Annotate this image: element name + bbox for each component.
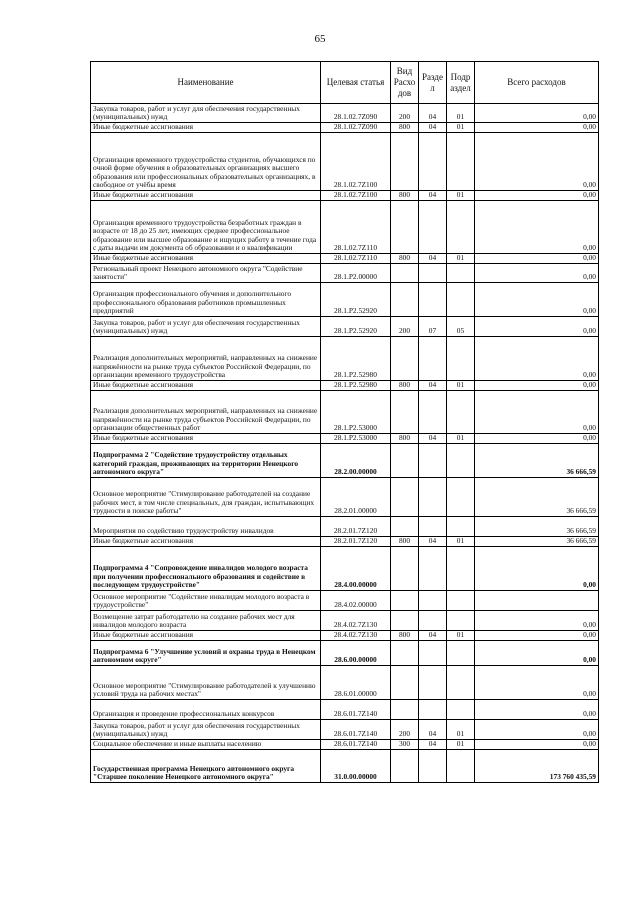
cell-vid: 800 [391,123,419,133]
table-row [91,123,599,133]
cell-name: Мероприятия по содействию трудоустройству инвалидов [91,517,321,537]
cell-vid: 200 [391,317,419,337]
cell-razdel [419,641,447,666]
cell-razdel [419,478,447,517]
cell-code: 28.2.01.00000 [321,478,391,517]
cell-name: Основное мероприятие "Содействие инвалидам молодого возраста в трудоустройстве" [91,591,321,611]
cell-name: Возмещение затрат работодателю на создание рабочих мест для инвалидов молодого возраста [91,611,321,631]
cell-podrazdel: 01 [447,104,475,123]
table-body [91,104,599,783]
cell-code: 28.6.01.00000 [321,666,391,700]
header-name: Наименование [91,62,321,104]
cell-code: 28.4.02.00000 [321,591,391,611]
header-total: Всего расходов [475,62,599,104]
table-row [91,591,599,611]
cell-vid [391,591,419,611]
cell-razdel [419,547,447,591]
cell-code: 28.1.P2.53000 [321,434,391,444]
cell-razdel [419,591,447,611]
cell-total: 0,00 [475,641,599,666]
cell-code: 28.1.P2.52920 [321,283,391,317]
cell-podrazdel: 01 [447,381,475,391]
cell-vid [391,133,419,191]
cell-podrazdel [447,391,475,434]
cell-podrazdel: 01 [447,434,475,444]
cell-code: 28.1.02.7Z110 [321,201,391,254]
cell-name: Иные бюджетные ассигнования [91,631,321,641]
table-row [91,337,599,381]
cell-total: 0,00 [475,434,599,444]
table-row [91,444,599,478]
cell-code: 28.1.02.7Z100 [321,133,391,191]
cell-razdel: 04 [419,123,447,133]
cell-razdel [419,611,447,631]
cell-vid: 800 [391,434,419,444]
cell-total: 0,00 [475,283,599,317]
cell-vid: 800 [391,631,419,641]
cell-razdel [419,337,447,381]
cell-total: 0,00 [475,317,599,337]
cell-podrazdel [447,750,475,783]
cell-razdel [419,133,447,191]
table-row [91,283,599,317]
cell-name: Иные бюджетные ассигнования [91,381,321,391]
table-row [91,666,599,700]
table-row [91,434,599,444]
cell-name: Социальное обеспечение и иные выплаты населению [91,740,321,750]
cell-vid [391,641,419,666]
cell-razdel: 07 [419,317,447,337]
table-row [91,191,599,201]
cell-razdel: 04 [419,537,447,547]
cell-podrazdel [447,517,475,537]
cell-name: Государственная программа Ненецкого автономного округа "Старшее поколение Ненецкого автономного округа" [91,750,321,783]
cell-total: 0,00 [475,381,599,391]
cell-vid [391,283,419,317]
cell-vid [391,750,419,783]
cell-vid: 300 [391,740,419,750]
table-header [91,62,599,104]
cell-podrazdel [447,547,475,591]
table-row [91,381,599,391]
cell-razdel: 04 [419,720,447,740]
table-row [91,264,599,283]
table-row [91,104,599,123]
table-row [91,547,599,591]
cell-code: 28.1.P2.52980 [321,381,391,391]
cell-code: 28.2.00.00000 [321,444,391,478]
cell-podrazdel: 05 [447,317,475,337]
cell-podrazdel [447,666,475,700]
cell-name: Иные бюджетные ассигнования [91,537,321,547]
cell-podrazdel: 01 [447,537,475,547]
cell-vid [391,264,419,283]
cell-total: 0,00 [475,740,599,750]
cell-code: 28.1.P2.53000 [321,391,391,434]
cell-name: Реализация дополнительных мероприятий, направленных на снижение напряжённости на рынке труда субъектов Российской Федерации, по организации временного трудоустройства [91,337,321,381]
cell-code: 28.1.02.7Z110 [321,254,391,264]
cell-name: Организация профессионального обучения и дополнительного профессионального образования работников промышленных предприятий [91,283,321,317]
table-row [91,391,599,434]
cell-code: 28.1.02.7Z090 [321,104,391,123]
cell-name: Иные бюджетные ассигнования [91,191,321,201]
cell-vid: 800 [391,254,419,264]
cell-name: Основное мероприятие "Стимулирование работодателей к улучшению условий труда на рабочих местах" [91,666,321,700]
table-row [91,537,599,547]
cell-total: 0,00 [475,631,599,641]
cell-podrazdel [447,133,475,191]
table-row [91,740,599,750]
cell-total: 0,00 [475,547,599,591]
cell-code: 28.1.02.7Z090 [321,123,391,133]
cell-podrazdel: 01 [447,254,475,264]
table-row [91,750,599,783]
cell-code: 28.6.01.7Z140 [321,700,391,720]
header-razdel: Разде л [419,62,447,104]
cell-total: 0,00 [475,254,599,264]
cell-name: Организация и проведение профессиональных конкурсов [91,700,321,720]
cell-razdel [419,517,447,537]
cell-code: 28.1.P2.00000 [321,264,391,283]
cell-total: 0,00 [475,720,599,740]
cell-code: 28.1.P2.52920 [321,317,391,337]
cell-vid [391,201,419,254]
cell-razdel: 04 [419,631,447,641]
cell-podrazdel: 01 [447,191,475,201]
cell-code: 28.2.01.7Z120 [321,537,391,547]
cell-vid [391,478,419,517]
cell-name: Основное мероприятие "Стимулирование работодателей на создание рабочих мест, в том числе специальных, для граждан, испытывающих трудности в поиске работы" [91,478,321,517]
cell-code: 28.6.01.7Z140 [321,740,391,750]
cell-total: 0,00 [475,201,599,254]
cell-razdel [419,264,447,283]
table-row [91,478,599,517]
cell-razdel [419,283,447,317]
cell-name: Региональный проект Ненецкого автономного округа "Содействие занятости" [91,264,321,283]
cell-razdel [419,391,447,434]
table-row [91,700,599,720]
cell-podrazdel [447,283,475,317]
page-number: 65 [314,33,326,45]
cell-razdel [419,444,447,478]
cell-vid [391,391,419,434]
cell-code: 28.6.01.7Z140 [321,720,391,740]
header-vid: Вид Расхо дов [391,62,419,104]
cell-total: 36 666,59 [475,517,599,537]
cell-vid [391,444,419,478]
cell-name: Подпрограмма 4 "Сопровождение инвалидов молодого возраста при получении профессионального образования и содействие в последующем трудоустройстве" [91,547,321,591]
cell-total: 0,00 [475,666,599,700]
cell-podrazdel [447,337,475,381]
cell-podrazdel [447,591,475,611]
cell-vid: 200 [391,104,419,123]
table-row [91,254,599,264]
budget-table [90,61,599,783]
cell-name: Закупка товаров, работ и услуг для обеспечения государственных (муниципальных) нужд [91,104,321,123]
table-row [91,517,599,537]
cell-vid: 800 [391,537,419,547]
cell-podrazdel: 01 [447,720,475,740]
table-row [91,720,599,740]
cell-podrazdel: 01 [447,631,475,641]
cell-code: 28.1.P2.52980 [321,337,391,381]
cell-vid: 800 [391,191,419,201]
cell-vid [391,517,419,537]
cell-code: 28.4.00.00000 [321,547,391,591]
cell-total: 173 760 435,59 [475,750,599,783]
cell-razdel: 04 [419,381,447,391]
cell-podrazdel [447,700,475,720]
table-row [91,201,599,254]
cell-razdel: 04 [419,191,447,201]
cell-razdel: 04 [419,434,447,444]
cell-name: Подпрограмма 6 "Улучшение условий и охраны труда в Ненецком автономном округе" [91,641,321,666]
cell-total: 0,00 [475,104,599,123]
cell-podrazdel [447,444,475,478]
table-row [91,317,599,337]
table-row [91,631,599,641]
cell-podrazdel [447,478,475,517]
cell-razdel [419,201,447,254]
cell-name: Организация временного трудоустройства студентов, обучающихся по очной форме обучения в образовательных организациях высшего образования или профессиональных образовательных организациях, в свободное от учёбы время [91,133,321,191]
cell-podrazdel: 01 [447,740,475,750]
cell-razdel: 04 [419,104,447,123]
cell-name: Организация временного трудоустройства безработных граждан в возрасте от 18 до 25 лет, имеющих среднее профессиональное образование или высшее образование и ищущих работу в течение года с даты выдачи им документа об образовании и о квалификации [91,201,321,254]
cell-name: Закупка товаров, работ и услуг для обеспечения государственных (муниципальных) нужд [91,720,321,740]
cell-name: Иные бюджетные ассигнования [91,123,321,133]
cell-vid [391,337,419,381]
cell-name: Реализация дополнительных мероприятий, направленных на снижение напряжённости на рынке труда субъектов Российской Федерации, по организации общественных работ [91,391,321,434]
cell-podrazdel: 01 [447,123,475,133]
cell-vid: 200 [391,720,419,740]
cell-total: 36 666,59 [475,537,599,547]
cell-razdel [419,666,447,700]
cell-razdel: 04 [419,740,447,750]
cell-razdel [419,750,447,783]
cell-code: 28.2.01.7Z120 [321,517,391,537]
cell-razdel: 04 [419,254,447,264]
table-row [91,133,599,191]
cell-vid [391,611,419,631]
table-row [91,641,599,666]
cell-total: 36 666,59 [475,478,599,517]
cell-code: 28.1.02.7Z100 [321,191,391,201]
table-row [91,611,599,631]
cell-total: 0,00 [475,700,599,720]
cell-total [475,591,599,611]
cell-vid: 800 [391,381,419,391]
cell-code: 28.6.00.00000 [321,641,391,666]
cell-name: Подпрограмма 2 "Содействие трудоустройству отдельных категорий граждан, проживающих на территории Ненецкого автономного округа" [91,444,321,478]
header-code: Целевая статья [321,62,391,104]
cell-total: 0,00 [475,337,599,381]
cell-name: Закупка товаров, работ и услуг для обеспечения государственных (муниципальных) нужд [91,317,321,337]
cell-total: 0,00 [475,123,599,133]
cell-total: 0,00 [475,611,599,631]
cell-total: 0,00 [475,391,599,434]
cell-name: Иные бюджетные ассигнования [91,254,321,264]
cell-total: 0,00 [475,264,599,283]
cell-total: 0,00 [475,191,599,201]
cell-vid [391,700,419,720]
cell-razdel [419,700,447,720]
cell-name: Иные бюджетные ассигнования [91,434,321,444]
cell-vid [391,666,419,700]
cell-podrazdel [447,641,475,666]
cell-vid [391,547,419,591]
cell-total: 36 666,59 [475,444,599,478]
cell-code: 28.4.02.7Z130 [321,631,391,641]
header-podrazdel: Подр аздел [447,62,475,104]
cell-code: 28.4.02.7Z130 [321,611,391,631]
cell-podrazdel [447,264,475,283]
cell-podrazdel [447,201,475,254]
cell-code: 31.0.00.00000 [321,750,391,783]
cell-total: 0,00 [475,133,599,191]
cell-podrazdel [447,611,475,631]
